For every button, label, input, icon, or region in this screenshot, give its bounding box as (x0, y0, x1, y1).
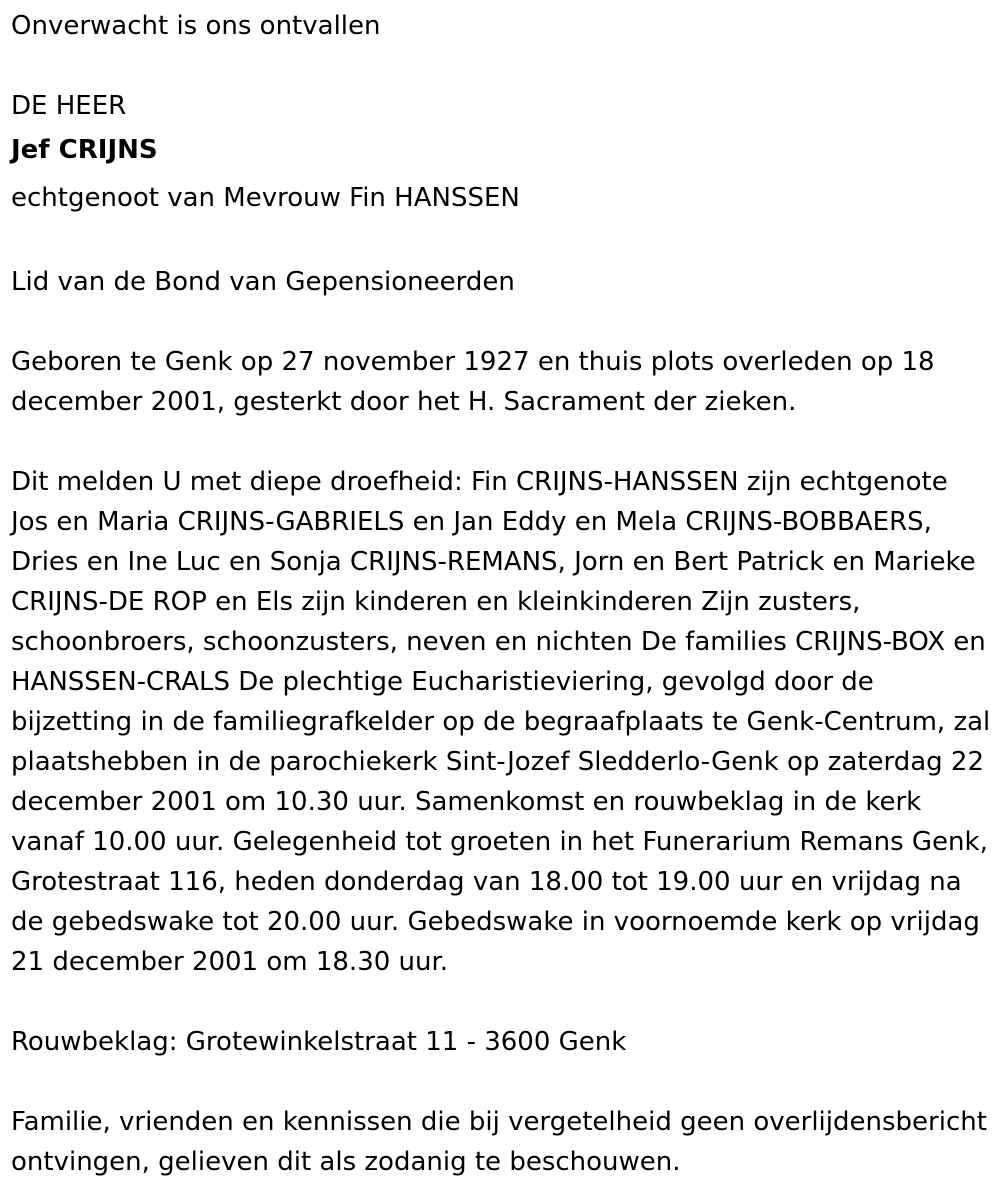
spacer (11, 222, 991, 262)
closing-paragraph: Familie, vrienden en kennissen die bij vergetelheid geen overlijdensbericht ontvingen, gelieven dit als zodanig te beschouwen. (11, 1107, 987, 1177)
announcement-paragraph: Dit melden U met diepe droefheid: Fin CRIJNS-HANSSEN zijn echtgenote Jos en Maria CRIJNS-GABRIELS en Jan Eddy en Mela CRIJNS-BOBBAERS, Dries en Ine Luc en Sonja CRIJNS-REMANS, Jorn en Bert Patrick en Marieke CRIJNS-DE ROP en Els zijn kinderen en kleinkinderen Zijn zusters, schoonbroers, schoonzusters, neven en nichten De families CRIJNS-BOX en HANSSEN-CRALS De plechtige Eucharistieviering, gevolgd door de bijzetting in de familiegrafkelder op de begraafplaats te Genk-Centrum, zal plaatshebben in de parochiekerk Sint-Jozef Sledderlo-Genk op zaterdag 22 december 2001 om 10.30 uur. Samenkomst en rouwbeklag in de kerk vanaf 10.00 uur. Gelegenheid tot groeten in het Funerarium Remans Genk, Grotestraat 116, heden donderdag van 18.00 tot 19.00 uur en vrijdag na de gebedswake tot 20.00 uur. Gebedswake in voornoemde kerk op vrijdag 21 december 2001 om 18.30 uur. (11, 467, 991, 977)
birth-death-paragraph: Geboren te Genk op 27 november 1927 en thuis plots overleden op 18 december 2001, gesterkt door het H. Sacrament der zieken. (11, 347, 935, 417)
deceased-name: Jef CRIJNS (11, 135, 158, 165)
spouse-line: echtgenoot van Mevrouw Fin HANSSEN (11, 183, 520, 213)
title-prefix: DE HEER (11, 91, 127, 121)
obituary-document (11, 6, 991, 1182)
spacer (11, 46, 991, 86)
opening-line: Onverwacht is ons ontvallen (11, 11, 381, 41)
membership-line: Lid van de Bond van Gepensioneerden (11, 267, 515, 297)
condolence-address: Rouwbeklag: Grotewinkelstraat 11 - 3600 Genk (11, 1027, 627, 1057)
spacer (11, 982, 991, 1022)
spacer (11, 1062, 991, 1102)
spacer (11, 422, 991, 462)
spacer (11, 302, 991, 342)
